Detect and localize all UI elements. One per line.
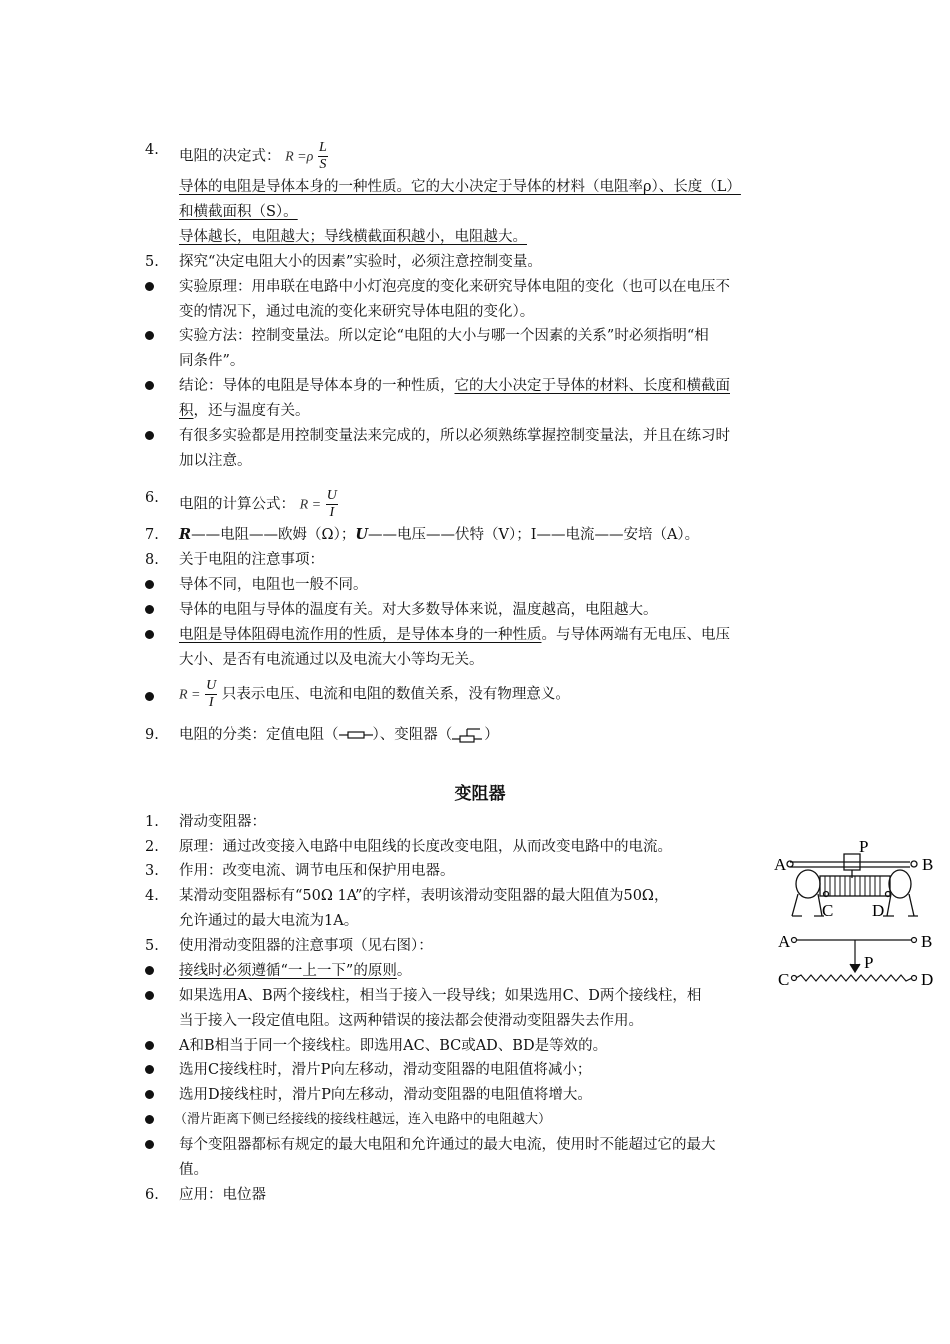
formula-lhs: R =ρ <box>285 149 314 165</box>
item-text: 作用：改变电流、调节电压和保护用电器。 <box>179 863 455 879</box>
formula-lhs: R = <box>299 497 322 513</box>
bullet <box>145 692 154 701</box>
bullet-text: 实验原理：用串联在电路中小灯泡亮度的变化来研究导体电阻的变化（也可以在电压不 <box>179 279 730 295</box>
bullet <box>145 1065 154 1074</box>
text-run: ）、变阻器（ <box>372 727 453 743</box>
bullet-text <box>179 678 570 711</box>
text-run: ——电阻——欧姆（Ω）； <box>191 527 356 543</box>
formula-line <box>179 140 328 173</box>
bullet-text: 如果选用A、B两个接线柱，相当于接入一段导线；如果选用C、D两个接线柱，相 <box>179 988 702 1004</box>
label-d-top: D <box>872 901 885 920</box>
bullet <box>145 991 154 1000</box>
bullet-text: A和B相当于同一个接线柱。即选用AC、BC或AD、BD是等效的。 <box>179 1038 608 1054</box>
item-number: 7. <box>145 527 159 543</box>
bullet-text <box>179 401 310 421</box>
underlined-run: 接线时必须遵循“一上一下”的原则 <box>179 963 397 979</box>
label-c-top: C <box>822 901 834 920</box>
text-run: 。与导体两端有无电压、电压 <box>541 627 730 643</box>
item-number: 1. <box>145 814 159 830</box>
formula-line <box>179 488 338 521</box>
formula-label: 电阻的决定式： <box>179 148 281 165</box>
item-number: 2. <box>145 839 159 855</box>
section-title: 变阻器 <box>454 784 506 804</box>
item-text <box>179 525 699 545</box>
item-text: 滑动变阻器： <box>179 814 266 830</box>
item-text: 允许通过的最大电流为1A。 <box>179 913 359 929</box>
fraction <box>318 140 328 173</box>
item-text: 探究“决定电阻大小的因素”实验时，必须注意控制变量。 <box>179 254 542 270</box>
item-number: 3. <box>145 863 159 879</box>
bullet-text: 导体的电阻与导体的温度有关。对大多数导体来说，温度越高，电阻越大。 <box>179 602 658 618</box>
denominator: I <box>329 505 335 520</box>
bullet <box>145 1140 154 1149</box>
item-number: 9. <box>145 727 159 743</box>
item-text: 原理：通过改变接入电路中电阻线的长度改变电阻，从而改变电路中的电流。 <box>179 839 672 855</box>
underlined-run: 积 <box>179 403 194 419</box>
label-a-schematic: A <box>778 932 791 951</box>
item-number: 8. <box>145 552 159 568</box>
item-number: 4. <box>145 142 159 158</box>
denominator: I <box>208 695 214 710</box>
item-text: 使用滑动变阻器的注意事项（见右图）： <box>179 938 433 954</box>
bullet-text: 变的情况下，通过电流的变化来研究导体电阻的变化）。 <box>179 304 535 320</box>
bullet-text: 大小、是否有电流通过以及电流大小等均无关。 <box>179 652 484 668</box>
bullet-text <box>179 625 730 645</box>
bullet-text: 同条件”。 <box>179 353 245 369</box>
denominator: S <box>319 157 327 172</box>
bullet-text: 选用C接线柱时，滑片P向左移动，滑动变阻器的电阻值将减小； <box>179 1062 592 1078</box>
bullet <box>145 431 154 440</box>
underlined-run: 电阻是导体阻碍电流作用的性质，是导体本身的一种性质 <box>179 627 542 643</box>
numerator: L <box>318 140 327 155</box>
bullet <box>145 605 154 614</box>
text-run: ） <box>484 727 499 743</box>
item-text: 关于电阻的注意事项： <box>179 552 324 568</box>
item-number: 6. <box>145 1187 159 1203</box>
bullet-text: 当于接入一段定值电阻。这两种错误的接法都会使滑动变阻器失去作用。 <box>179 1013 643 1029</box>
bullet-text: 每个变阻器都标有规定的最大电阻和允许通过的最大电流，使用时不能超过它的最大 <box>179 1137 716 1153</box>
bullet-text: 实验方法：控制变量法。所以定论“电阻的大小与哪一个因素的关系”时必须指明“相 <box>179 328 709 344</box>
formula-lhs: R = <box>179 687 201 703</box>
text-run: ——电压——伏特（V）；I——电流——安培（A）。 <box>368 527 700 543</box>
bullet <box>145 282 154 291</box>
definition-line: 导体的电阻是导体本身的一种性质。它的大小决定于导体的材料（电阻率ρ）、长度（L） <box>179 179 741 195</box>
label-a-top: A <box>774 855 787 874</box>
rheostat-schematic <box>792 938 917 982</box>
formula-label: 电阻的计算公式： <box>179 496 295 513</box>
text-run: ，还与温度有关。 <box>193 403 310 419</box>
rheostat-drawing <box>787 854 918 916</box>
bullet <box>145 1090 154 1099</box>
bullet-text: （滑片距离下侧已经接线的接线柱越远，连入电路中的电阻越大） <box>174 1112 552 1127</box>
text-run: 电阻的分类：定值电阻（ <box>179 727 339 743</box>
bullet-text: 导体不同，电阻也一般不同。 <box>179 577 368 593</box>
bullet-text: 值。 <box>179 1162 208 1178</box>
text-run: 。 <box>396 963 412 979</box>
item-text: 应用：电位器 <box>179 1187 266 1203</box>
label-c-schematic: C <box>778 970 790 989</box>
label-d-schematic: D <box>921 970 934 989</box>
bullet <box>145 966 154 975</box>
numerator: U <box>206 678 217 693</box>
bullet-text: 有很多实验都是用控制变量法来完成的，所以必须熟练掌握控制变量法，并且在练习时 <box>179 428 730 444</box>
rheostat-figure <box>770 832 942 1002</box>
item-text: 某滑动变阻器标有“50Ω 1A”的字样，表明该滑动变阻器的最大阻值为50Ω， <box>179 888 669 904</box>
numerator: U <box>326 488 337 503</box>
label-b-top: B <box>922 855 934 874</box>
fixed-resistor-symbol <box>339 729 373 741</box>
label-p-top: P <box>859 837 869 856</box>
underlined-run: 它的大小决定于导体的材料、长度和横截面 <box>454 378 730 394</box>
label-b-schematic: B <box>921 932 933 951</box>
definition-line: 和横截面积（S）。 <box>179 204 298 220</box>
item-text <box>179 725 499 745</box>
text-run: 结论：导体的电阻是导体本身的一种性质， <box>179 378 455 394</box>
bullet <box>145 630 154 639</box>
bullet <box>145 1115 154 1124</box>
fraction <box>205 678 217 711</box>
bullet <box>145 580 154 589</box>
symbol: U <box>355 526 368 543</box>
bullet <box>145 331 154 340</box>
item-number: 5. <box>145 254 159 270</box>
symbol: R <box>179 526 192 543</box>
bullet-text <box>179 376 730 396</box>
text-run: 只表示电压、电流和电阻的数值关系，没有物理意义。 <box>221 686 570 703</box>
definition-line: 导体越长，电阻越大；导线横截面积越小，电阻越大。 <box>179 229 527 245</box>
bullet-text: 选用D接线柱时，滑片P向左移动，滑动变阻器的电阻值将增大。 <box>179 1087 592 1103</box>
item-number: 5. <box>145 938 159 954</box>
rheostat-symbol <box>452 727 484 743</box>
label-p-schematic: P <box>864 953 874 972</box>
fraction <box>326 488 338 521</box>
bullet-text <box>179 961 411 981</box>
item-number: 4. <box>145 888 159 904</box>
bullet-text: 加以注意。 <box>179 453 252 469</box>
bullet <box>145 381 154 390</box>
item-number: 6. <box>145 490 159 506</box>
bullet <box>145 1041 154 1050</box>
